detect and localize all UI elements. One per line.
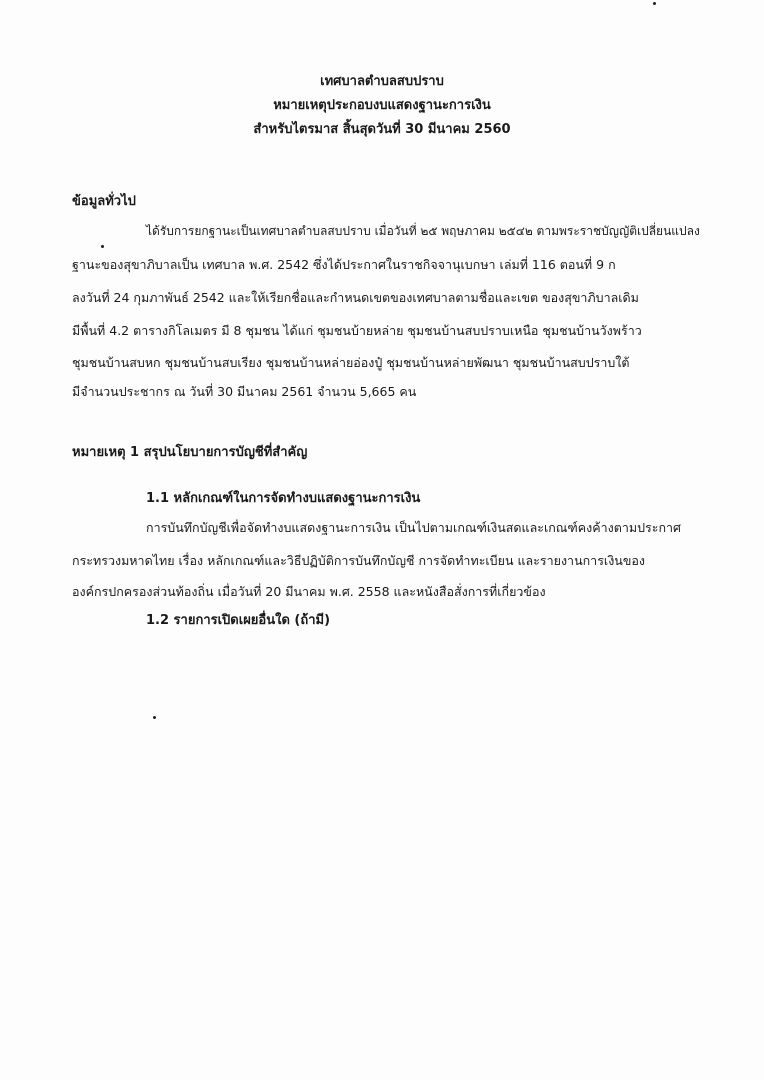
note-1-1-line-2: กระทรวงมหาดไทย เรื่อง หลักเกณฑ์และวิธีปฏิบัติการบันทึกบัญชี การจัดทำทะเบียน และรายงานการเงินของ xyxy=(72,553,645,568)
title-line-2: หมายเหตุประกอบงบแสดงฐานะการเงิน xyxy=(273,98,491,113)
document-title-block xyxy=(0,70,764,142)
scan-speck xyxy=(653,2,656,5)
general-paragraph-line-4: มีพื้นที่ 4.2 ตารางกิโลเมตร มี 8 ชุมชน ได้แก่ ชุมชนบ้ายหล่าย ชุมชนบ้านสบปราบเหนือ ชุมชนบ้านวังพร้าว xyxy=(72,323,642,338)
general-paragraph-line-5: ชุมชนบ้านสบหก ชุมชนบ้านสบเรียง ชุมชนบ้านหล่ายอ่องปู๋ ชุมชนบ้านหล่ายพัฒนา ชุมชนบ้านสบปราบใต้ xyxy=(72,355,630,370)
scan-speck xyxy=(153,716,156,719)
note-1-1-line-1: การบันทึกบัญชีเพื่อจัดทำงบแสดงฐานะการเงิน เป็นไปตามเกณฑ์เงินสดและเกณฑ์คงค้างตามประกาศ xyxy=(146,520,681,535)
note-1-1-heading: 1.1 หลักเกณฑ์ในการจัดทำงบแสดงฐานะการเงิน xyxy=(146,491,421,506)
general-paragraph-line-2: ฐานะของสุขาภิบาลเป็น เทศบาล พ.ศ. 2542 ซึ่งได้ประกาศในราชกิจจานุเบกษา เล่มที่ 116 ตอนที่ 9 ก xyxy=(72,257,616,272)
note-1-2-heading: 1.2 รายการเปิดเผยอื่นใด (ถ้ามี) xyxy=(146,613,331,628)
general-paragraph-line-6: มีจำนวนประชากร ณ วันที่ 30 มีนาคม 2561 จำนวน 5,665 คน xyxy=(72,384,417,399)
scan-speck xyxy=(101,245,104,248)
general-paragraph-line-1: ได้รับการยกฐานะเป็นเทศบาลตำบลสบปราบ เมื่อวันที่ ๒๕ พฤษภาคม ๒๕๔๒ ตามพระราชบัญญัติเปลี่ยนแปลง xyxy=(146,224,700,238)
note-1-heading: หมายเหตุ 1 สรุปนโยบายการบัญชีที่สำคัญ xyxy=(72,445,308,460)
general-paragraph-line-3: ลงวันที่ 24 กุมภาพันธ์ 2542 และให้เรียกชื่อและกำหนดเขตของเทศบาลตามชื่อและเขต ของสุขาภิบาลเดิม xyxy=(72,290,639,305)
general-info-heading: ข้อมูลทั่วไป xyxy=(72,194,136,209)
note-1-1-line-3: องค์กรปกครองส่วนท้องถิ่น เมื่อวันที่ 20 มีนาคม พ.ศ. 2558 และหนังสือสั่งการที่เกี่ยวข้อง xyxy=(72,584,546,599)
title-line-3: สำหรับไตรมาส สิ้นสุดวันที่ 30 มีนาคม 2560 xyxy=(253,122,511,137)
title-line-1: เทศบาลตำบลสบปราบ xyxy=(320,74,444,89)
